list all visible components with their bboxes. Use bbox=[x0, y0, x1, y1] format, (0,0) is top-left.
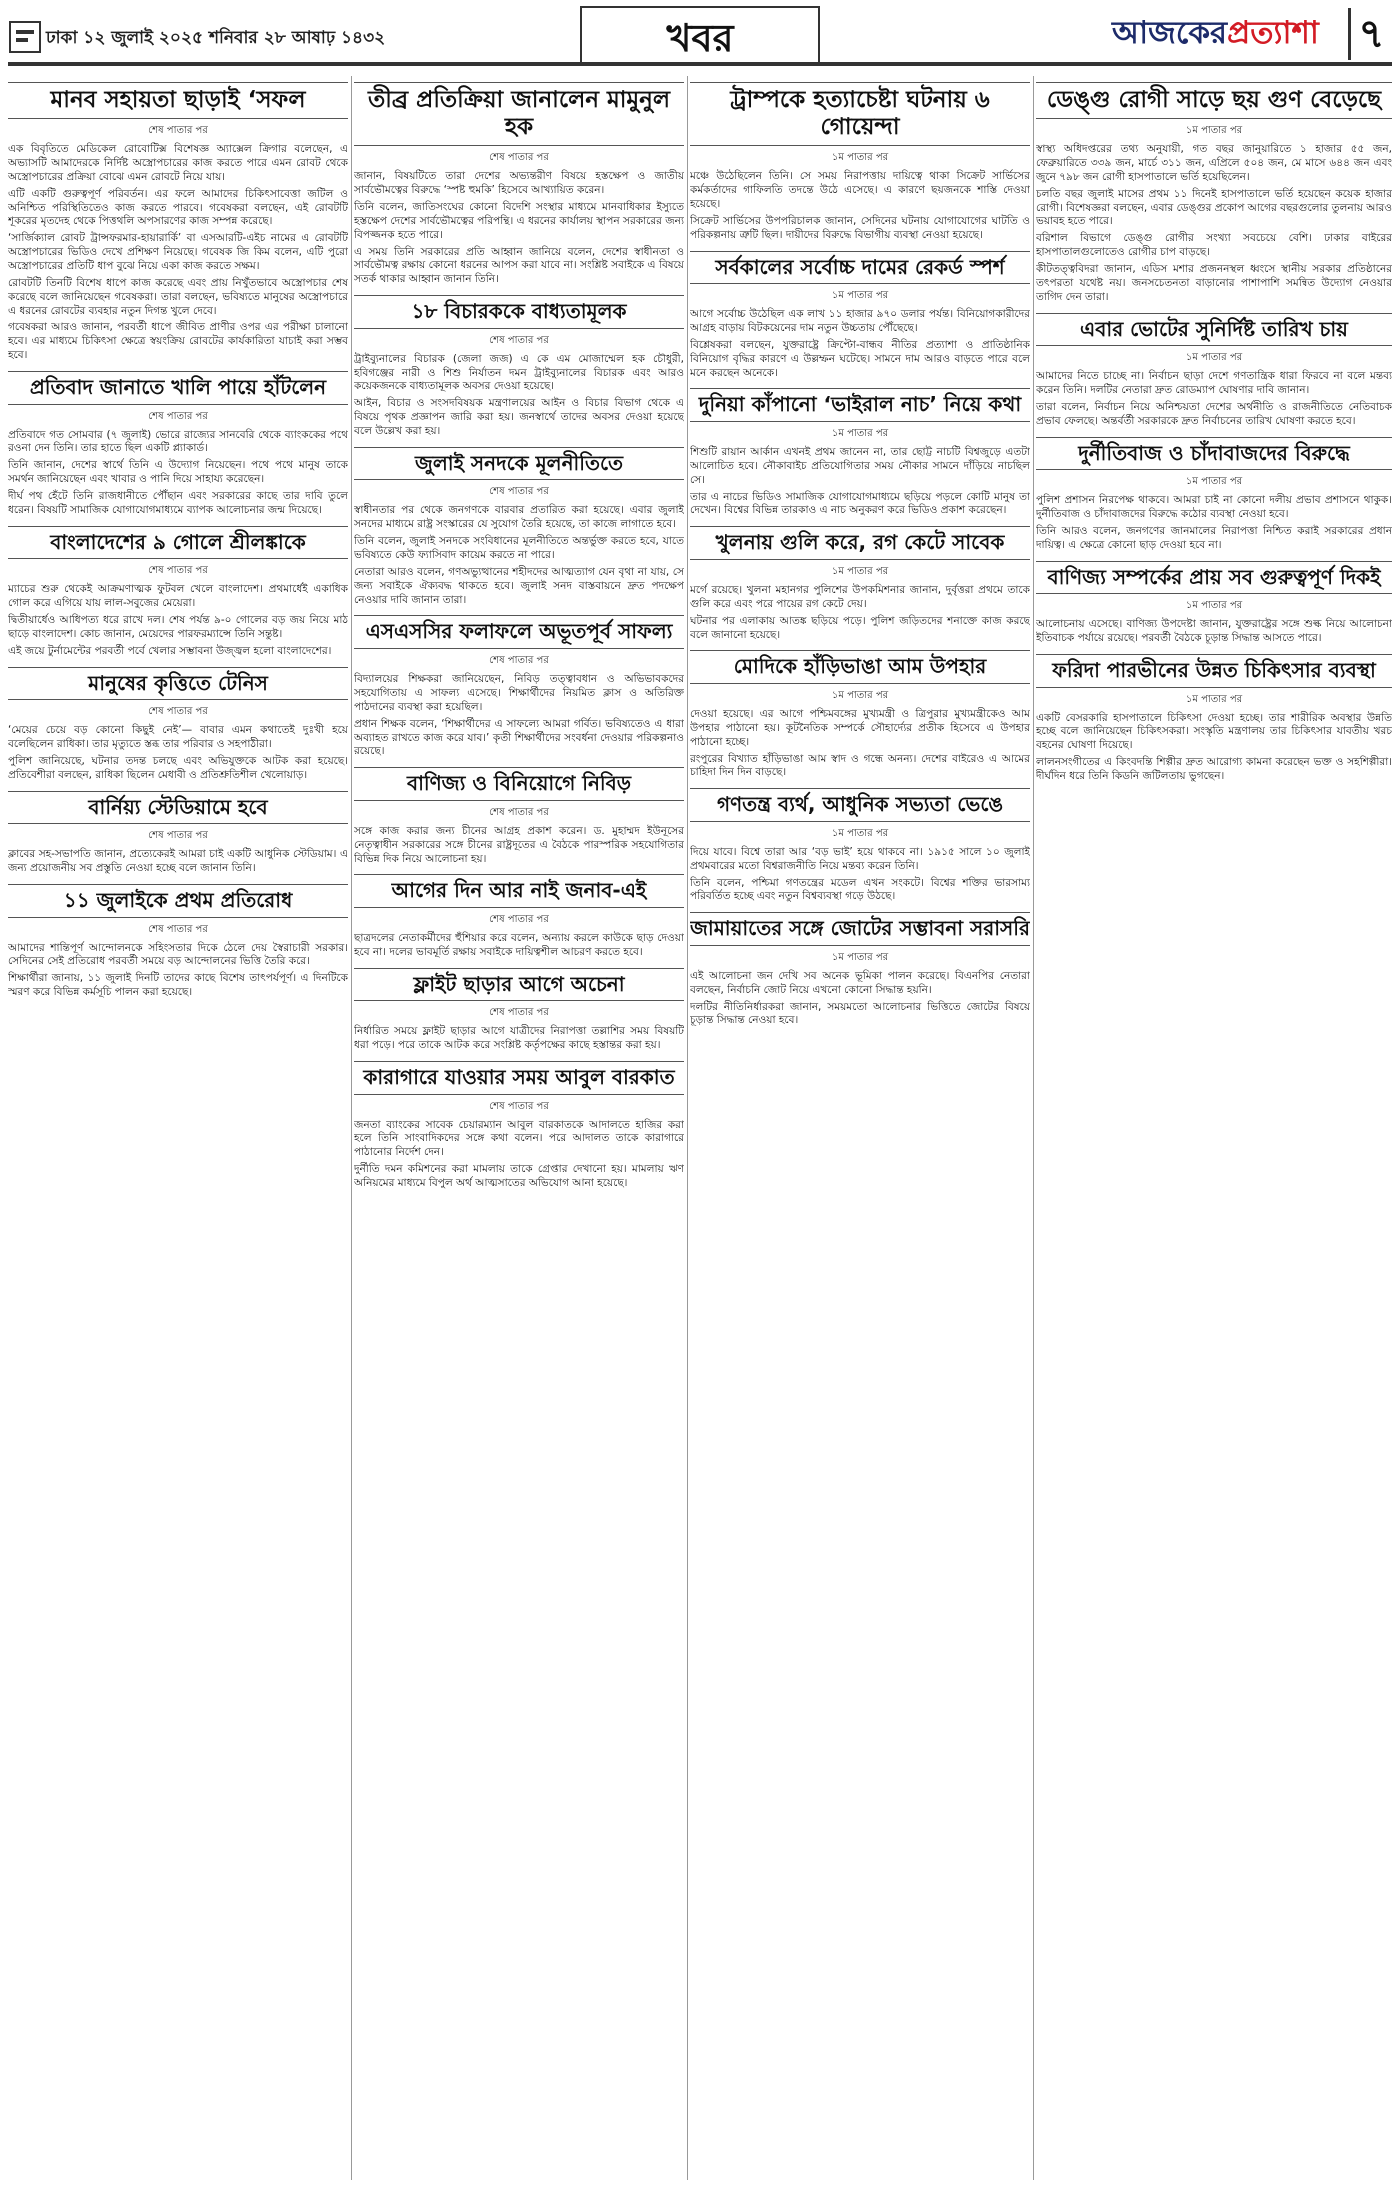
article-paragraph: গবেষকরা আরও জানান, পরবর্তী ধাপে জীবিত প্রাণীর ওপর এর পরীক্ষা চালানো হবে। এর মাধ্যমে চিকিৎসা ক্ষেত্রে স্বয়ংক্রিয় রোবটের কার্যকারিতা যাচাই করা সম্ভব হবে। bbox=[8, 321, 348, 362]
article-headline: কারাগারে যাওয়ার সময় আবুল বারকাত bbox=[354, 1061, 684, 1095]
continued-label: ১ম পাতার পর bbox=[831, 951, 889, 963]
article-paragraph: পুলিশ প্রশাসন নিরপেক্ষ থাকবে। আমরা চাই না কোনো দলীয় প্রভাব প্রশাসনে থাকুক। দুর্নীতিবাজ ও চাঁদাবাজদের বিরুদ্ধে কঠোর ব্যবস্থা নেওয়া হবে। bbox=[1036, 494, 1392, 521]
article-paragraph: ‘সার্জিক্যাল রোবট ট্রান্সফরমার-হায়ারার্কি’ বা এসআরটি-এইচ নামের এ রোবটটি অস্ত্রোপচারের ভিডিও দেখে প্রশিক্ষণ নিয়েছে। গবেষক জি কিম বলেন, এটি পুরো অস্ত্রোপচারের প্রতিটি ধাপ বুঝে নিয়ে একা কাজ করতে সক্ষম। bbox=[8, 232, 348, 272]
continued-label: ১ম পাতার পর bbox=[831, 565, 889, 577]
article bbox=[1036, 82, 1392, 305]
article-paragraph: আমাদের শান্তিপূর্ণ আন্দোলনকে সহিংসতার দিকে ঠেলে দেয় স্বৈরাচারী সরকার। সেদিনের সেই প্রতিরোধ পরবর্তী সময়ে বড় আন্দোলনের ভিত্তি তৈরি করে। bbox=[8, 941, 348, 968]
article-paragraph: আইন, বিচার ও সংসদবিষয়ক মন্ত্রণালয়ের আইন ও বিচার বিভাগ থেকে এ বিষয়ে পৃথক প্রজ্ঞাপন জারি করা হয়। জনস্বার্থে তাদের অবসর দেওয়া হয়েছে বলে উল্লেখ করা হয়। bbox=[354, 397, 684, 438]
article-headline: দুর্নীতিবাজ ও চাঁদাবাজদের বিরুদ্ধে bbox=[1036, 437, 1392, 471]
article-paragraph: জানান, বিষয়টিতে তারা দেশের অভ্যন্তরীণ বিষয়ে হস্তক্ষেপ ও জাতীয় সার্বভৌমত্বের বিরুদ্ধে ‘স্পষ্ট হুমকি’ হিসেবে আখ্যায়িত করেন। bbox=[354, 170, 684, 197]
article bbox=[354, 767, 684, 866]
article-paragraph: এ সময় তিনি সরকারের প্রতি আহ্বান জানিয়ে বলেন, দেশের স্বাধীনতা ও সার্বভৌমত্ব রক্ষায় কোনো ধরনের আপস করা যাবে না। সংশ্লিষ্ট সবাইকে এ বিষয়ে সতর্ক থাকার আহ্বান জানান তিনি। bbox=[354, 245, 684, 286]
article-headline: মানব সহায়তা ছাড়াই ‘সফল bbox=[8, 82, 348, 119]
article-paragraph: ‘মেয়ের চেয়ে বড় কোনো কিছুই নেই’— বাবার এমন কথাতেই দুঃখী হয়ে বলেছিলেন রাধিকা। তার মৃত্যুতে স্তব্ধ তার পরিবার ও সহপাঠীরা। bbox=[8, 724, 348, 751]
article-headline: এবার ভোটের সুনির্দিষ্ট তারিখ চায় bbox=[1036, 313, 1392, 347]
article-paragraph: প্রতিবাদে গত সোমবার (৭ জুলাই) ভোরে রাজ্যের সানবেরি থেকে ব্যাংককের পথে রওনা দেন তিনি। তার হাতে ছিল একটি প্ল্যাকার্ড। bbox=[8, 428, 348, 455]
article-paragraph: দুর্নীতি দমন কমিশনের করা মামলায় তাকে গ্রেপ্তার দেখানো হয়। মামলায় ঋণ অনিয়মের মাধ্যমে বিপুল অর্থ আত্মসাতের অভিযোগ আনা হয়েছে। bbox=[354, 1163, 684, 1190]
continued-label: শেষ পাতার পর bbox=[148, 706, 208, 718]
article-paragraph: তারা বলেন, নির্বাচন নিয়ে অনিশ্চয়তা দেশের অর্থনীতি ও রাজনীতিতে নেতিবাচক প্রভাব ফেলছে। অন্তর্বর্তী সরকারকে দ্রুত নির্বাচনের তারিখ ঘোষণা করতে হবে। bbox=[1036, 400, 1392, 427]
page-number: ৭ bbox=[1348, 8, 1392, 60]
article-paragraph: বিদ্যালয়ের শিক্ষকরা জানিয়েছেন, নিবিড় তত্ত্বাবধান ও অভিভাবকদের সহযোগিতায় এ সাফল্য এসেছে। শিক্ষার্থীদের নিয়মিত ক্লাস ও অতিরিক্ত পাঠদানের ব্যবস্থা করা হয়েছিল। bbox=[354, 673, 684, 713]
article bbox=[1036, 654, 1392, 784]
article-paragraph: তিনি আরও বলেন, জনগণের জানমালের নিরাপত্তা নিশ্চিত করাই সরকারের প্রধান দায়িত্ব। এ ক্ষেত্রে কোনো ছাড় দেওয়া হবে না। bbox=[1036, 524, 1392, 551]
logo-accent-text: প্রত্যাশা bbox=[1227, 15, 1319, 51]
article-paragraph: মঞ্চে উঠেছিলেন তিনি। সে সময় নিরাপত্তায় দায়িত্বে থাকা সিক্রেট সার্ভিসের কর্মকর্তাদের গাফিলতি তদন্তে উঠে এসেছে। এ কারণে ছয়জনকে শাস্তি দেওয়া হয়েছে। bbox=[690, 170, 1030, 210]
article bbox=[690, 251, 1030, 381]
article-headline: প্রতিবাদ জানাতে খালি পায়ে হাঁটলেন bbox=[8, 371, 348, 405]
article-headline: দুনিয়া কাঁপানো ‘ভাইরাল নাচ’ নিয়ে কথা bbox=[690, 388, 1030, 422]
article-paragraph: তিনি বলেন, জাতিসংঘের কোনো বিদেশি সংস্থার মাধ্যমে মানবাধিকার ইস্যুতে হস্তক্ষেপ দেশের সার্বভৌমত্বের পরিপন্থি। এ ধরনের কার্যালয় স্থাপন সরকারের জন্য বিপজ্জনক হতে পারে। bbox=[354, 200, 684, 241]
article-headline: বাণিজ্য ও বিনিয়োগে নিবিড় bbox=[354, 767, 684, 801]
article-paragraph: সঙ্গে কাজ করার জন্য চীনের আগ্রহ প্রকাশ করেন। ড. মুহাম্মদ ইউনূসের নেতৃত্বাধীন সরকারের সঙ্গে চীনের রাষ্ট্রদূতের এ বৈঠকে পারস্পরিক সহযোগিতার বিভিন্ন দিক নিয়ে আলোচনা হয়। bbox=[354, 824, 684, 865]
article-paragraph: শিক্ষার্থীরা জানায়, ১১ জুলাই দিনটি তাদের কাছে বিশেষ তাৎপর্যপূর্ণ। এ দিনটিকে স্মরণ করে বিভিন্ন কর্মসূচি পালন করা হয়েছে। bbox=[8, 972, 348, 999]
continued-label: ১ম পাতার পর bbox=[831, 152, 889, 164]
article-paragraph: তার এ নাচের ভিডিও সামাজিক যোগাযোগমাধ্যমে ছড়িয়ে পড়লে কোটি মানুষ তা দেখেন। বিশ্বের বিভিন্ন তারকাও এ নাচ অনুকরণ করে ভিডিও প্রকাশ করেছেন। bbox=[690, 490, 1030, 517]
continued-label: শেষ পাতার পর bbox=[489, 152, 549, 164]
article bbox=[354, 1061, 684, 1191]
dateline: ঢাকা ১২ জুলাই ২০২৫ শনিবার ২৮ আষাঢ় ১৪৩২ bbox=[46, 28, 386, 48]
article-headline: আগের দিন আর নাই জনাব-এই bbox=[354, 874, 684, 908]
article-paragraph: তিনি জানান, দেশের স্বার্থে তিনি এ উদ্যোগ নিয়েছেন। পথে পথে মানুষ তাকে সমর্থন জানিয়েছেন এবং খাবার ও পানি দিয়ে সাহায্য করেছেন। bbox=[8, 459, 348, 486]
article-paragraph: ট্রাইব্যুনালের বিচারক (জেলা জজ) এ কে এম মোজাম্মেল হক চৌধুরী, হবিগঞ্জের নারী ও শিশু নির্যাতন দমন ট্রাইব্যুনালের বিচারক এবং আরও কয়েকজনকে বাধ্যতামূলক অবসর দেওয়া হয়েছে। bbox=[354, 352, 684, 393]
column-divider bbox=[351, 76, 352, 2180]
article-paragraph: ঘটনার পর এলাকায় আতঙ্ক ছড়িয়ে পড়ে। পুলিশ জড়িতদের শনাক্তে কাজ করছে বলে জানানো হয়েছে। bbox=[690, 614, 1030, 641]
logo-main-text: আজকের bbox=[1112, 15, 1228, 51]
masthead bbox=[0, 0, 1400, 74]
article bbox=[354, 968, 684, 1053]
article bbox=[1036, 561, 1392, 646]
article-paragraph: আমাদের নিতে চাচ্ছে না। নির্বাচন ছাড়া দেশে গণতান্ত্রিক ধারা ফিরবে না বলে মন্তব্য করেন তিনি। দলটির নেতারা দ্রুত রোডম্যাপ ঘোষণার দাবি জানান। bbox=[1036, 370, 1392, 397]
article-paragraph: শিশুটি রায়ান আর্কান এখনই প্রথম জানেন না, তার ছোট্ট নাচটি বিশ্বজুড়ে এতটা আলোচিত হবে। নৌকাবাইচ প্রতিযোগিতার সময় নৌকার সামনে দাঁড়িয়ে নাচছিল সে। bbox=[690, 446, 1030, 486]
article bbox=[690, 788, 1030, 904]
article bbox=[354, 82, 684, 287]
column-4 bbox=[1036, 76, 1392, 2180]
article-paragraph: প্রধান শিক্ষক বলেন, ‘শিক্ষার্থীদের এ সাফল্যে আমরা গর্বিত। ভবিষ্যতেও এ ধারা অব্যাহত রাখতে কাজ করে যাব।’ কৃতী শিক্ষার্থীদের সংবর্ধনা দেওয়ার পরিকল্পনাও রয়েছে। bbox=[354, 717, 684, 758]
column-1 bbox=[8, 76, 348, 2180]
continued-label: শেষ পাতার পর bbox=[148, 830, 208, 842]
continued-label: শেষ পাতার পর bbox=[148, 565, 208, 577]
continued-label: ১ম পাতার পর bbox=[831, 827, 889, 839]
article bbox=[354, 615, 684, 759]
article-paragraph: এটি একটি গুরুত্বপূর্ণ পরিবর্তন। এর ফলে আমাদের চিকিৎসাবেত্তা জটিল ও অনিশ্চিত পরিস্থিতিতেও কাজ করতে পারবে। গবেষকরা বলছেন, এই রোবটটি শূকরের মৃতদেহ থেকে পিত্তথলি অপসারণের কাজ সম্পন্ন করেছে। bbox=[8, 187, 348, 228]
continued-label: ১ম পাতার পর bbox=[1185, 352, 1243, 364]
article-paragraph: স্বাস্থ্য অধিদপ্তরের তথ্য অনুযায়ী, গত বছর জানুয়ারিতে ১ হাজার ৫৫ জন, ফেব্রুয়ারিতে ৩৩৯ জন, মার্চে ৩১১ জন, এপ্রিলে ৫০৪ জন, মে মাসে ৬৪৪ জন এবং জুনে ৭৯৮ জন রোগী হাসপাতালে ভর্তি হয়েছিলেন। bbox=[1036, 143, 1392, 183]
article-headline: গণতন্ত্র ব্যর্থ, আধুনিক সভ্যতা ভেঙে bbox=[690, 788, 1030, 822]
article-headline: বাণিজ্য সম্পর্কের প্রায় সব গুরুত্বপূর্ণ দিকই bbox=[1036, 561, 1392, 595]
article-paragraph: দলটির নীতিনির্ধারকরা জানান, সময়মতো আলোচনার ভিত্তিতে জোটের বিষয়ে চূড়ান্ত সিদ্ধান্ত নেওয়া হবে। bbox=[690, 1000, 1030, 1027]
article-headline: সর্বকালের সর্বোচ্চ দামের রেকর্ড স্পর্শ bbox=[690, 251, 1030, 285]
article bbox=[8, 526, 348, 659]
article-headline: ১১ জুলাইকে প্রথম প্রতিরোধ bbox=[8, 884, 348, 918]
article-paragraph: বিশ্লেষকরা বলছেন, যুক্তরাষ্ট্রে ক্রিপ্টো-বান্ধব নীতির প্রত্যাশা ও প্রাতিষ্ঠানিক বিনিয়োগ বৃদ্ধির কারণে এ উল্লম্ফন ঘটেছে। সামনে দাম আরও বাড়তে পারে বলে মনে করছেন অনেকে। bbox=[690, 338, 1030, 379]
article-headline: জামায়াতের সঙ্গে জোটের সম্ভাবনা সরাসরি bbox=[690, 912, 1030, 946]
article-paragraph: রোবটটি তিনটি বিশেষ ধাপে কাজ করেছে এবং প্রায় নিখুঁতভাবে অস্ত্রোপচার শেষ করেছে বলে জানিয়েছেন গবেষকরা। তারা বলছেন, ভবিষ্যতে মানুষের অস্ত্রোপচারে এ ধরনের রোবটের ব্যবহার নতুন দিগন্ত খুলে দেবে। bbox=[8, 276, 348, 317]
article-paragraph: পুলিশ জানিয়েছে, ঘটনার তদন্ত চলছে এবং অভিযুক্তকে আটক করা হয়েছে। প্রতিবেশীরা বলছেন, রাধিকা ছিলেন মেধাবী ও প্রতিশ্রুতিশীল খেলোয়াড়। bbox=[8, 754, 348, 781]
continued-label: শেষ পাতার পর bbox=[489, 806, 549, 818]
article-headline: বার্নিয়্য স্টেডিয়ামে হবে bbox=[8, 791, 348, 825]
section-title: খবর bbox=[580, 6, 820, 66]
article-paragraph: জনতা ব্যাংকের সাবেক চেয়ারম্যান আবুল বারকাতকে আদালতে হাজির করা হলে তিনি সাংবাদিকদের সঙ্গে কথা বলেন। পরে আদালত তাকে কারাগারে পাঠানোর নির্দেশ দেন। bbox=[354, 1118, 684, 1159]
article-paragraph: স্বাধীনতার পর থেকে জনগণকে বারবার প্রতারিত করা হয়েছে। এবার জুলাই সনদের মাধ্যমে রাষ্ট্র সংস্কারের যে সুযোগ তৈরি হয়েছে, তা কাজে লাগাতে হবে। bbox=[354, 504, 684, 531]
article-headline: বাংলাদেশের ৯ গোলে শ্রীলঙ্কাকে bbox=[8, 526, 348, 560]
article bbox=[8, 884, 348, 1000]
continued-label: শেষ পাতার পর bbox=[489, 486, 549, 498]
article-paragraph: তিনি বলেন, পশ্চিমা গণতন্ত্রের মডেল এখন সংকটে। বিশ্বের শক্তির ভারসাম্য পরিবর্তিত হচ্ছে এবং নতুন বিশ্বব্যবস্থা গড়ে উঠছে। bbox=[690, 876, 1030, 903]
article-paragraph: বরিশাল বিভাগে ডেঙ্গু রোগীর সংখ্যা সবচেয়ে বেশি। ঢাকার বাইরের হাসপাতালগুলোতেও রোগীর চাপ বাড়ছে। bbox=[1036, 232, 1392, 259]
article-paragraph: লালনসংগীতের এ কিংবদন্তি শিল্পীর দ্রুত আরোগ্য কামনা করেছেন ভক্ত ও সহশিল্পীরা। দীর্ঘদিন ধরে তিনি কিডনি জটিলতায় ভুগছেন। bbox=[1036, 756, 1392, 782]
article-headline: ট্রাম্পকে হত্যাচেষ্টা ঘটনায় ৬ গোয়েন্দা bbox=[690, 82, 1030, 146]
article-paragraph: একটি বেসরকারি হাসপাতালে চিকিৎসা দেওয়া হচ্ছে। তার শারীরিক অবস্থার উন্নতি হচ্ছে বলে জানিয়েছেন চিকিৎসকরা। সংস্কৃতি মন্ত্রণালয় তার চিকিৎসার যাবতীয় খরচ বহনের ঘোষণা দিয়েছে। bbox=[1036, 711, 1392, 752]
article bbox=[8, 667, 348, 783]
article-headline: তীব্র প্রতিক্রিয়া জানালেন মামুনুল হক bbox=[354, 82, 684, 146]
article-paragraph: ছাত্রদলের নেতাকর্মীদের হুঁশিয়ার করে বলেন, অন্যায় করলে কাউকে ছাড় দেওয়া হবে না। দলের ভাবমূর্তি রক্ষায় সবাইকে দায়িত্বশীল আচরণ করতে হবে। bbox=[354, 932, 684, 958]
article-headline: খুলনায় গুলি করে, রগ কেটে সাবেক bbox=[690, 526, 1030, 560]
article-paragraph: দীর্ঘ পথ হেঁটে তিনি রাজধানীতে পৌঁছান এবং সরকারের কাছে তার দাবি তুলে ধরেন। বিষয়টি সামাজিক যোগাযোগমাধ্যমে ব্যাপক আলোচনার জন্ম দিয়েছে। bbox=[8, 490, 348, 516]
article-headline: মোদিকে হাঁড়িভাঙা আম উপহার bbox=[690, 650, 1030, 684]
article-paragraph: মর্গে রয়েছে। খুলনা মহানগর পুলিশের উপকমিশনার জানান, দুর্বৃত্তরা প্রথমে তাকে গুলি করে এবং পরে পায়ের রগ কেটে দেয়। bbox=[690, 583, 1030, 610]
continued-label: শেষ পাতার পর bbox=[489, 1100, 549, 1112]
article-paragraph: ক্লাবের সহ-সভাপতি জানান, প্রত্যেকেরই আমরা চাই একটি আধুনিক স্টেডিয়াম। এ জন্য প্রয়োজনীয় সব প্রস্তুতি নেওয়া হচ্ছে বলে জানান তিনি। bbox=[8, 848, 348, 875]
continued-label: শেষ পাতার পর bbox=[148, 923, 208, 935]
article-headline: ডেঙ্গু রোগী সাড়ে ছয় গুণ বেড়েছে bbox=[1036, 82, 1392, 119]
continued-label: শেষ পাতার পর bbox=[148, 410, 208, 422]
continued-label: ১ম পাতার পর bbox=[1185, 125, 1243, 137]
masthead-rule bbox=[8, 62, 1392, 66]
article-paragraph: এই জয়ে টুর্নামেন্টের পরবর্তী পর্বে খেলার সম্ভাবনা উজ্জ্বল হলো বাংলাদেশের। bbox=[8, 644, 332, 657]
article-paragraph: চলতি বছর জুলাই মাসের প্রথম ১১ দিনেই হাসপাতালে ভর্তি হয়েছেন কয়েক হাজার রোগী। বিশেষজ্ঞরা বলছেন, এবার ডেঙ্গুর প্রকোপ আগের বছরগুলোর তুলনায় আরও ভয়াবহ হতে পারে। bbox=[1036, 187, 1392, 228]
column-divider bbox=[687, 76, 688, 2180]
article bbox=[690, 912, 1030, 1028]
article-headline: ফ্লাইট ছাড়ার আগে অচেনা bbox=[354, 968, 684, 1002]
article bbox=[8, 371, 348, 518]
article-paragraph: দিয়ে যাবে। বিশ্বে তারা আর ‘বড় ভাই’ হয়ে থাকবে না। ১৯১৫ সালে ১০ জুলাই প্রথমবারের মতো বিশ্বরাজনীতি নিয়ে মন্তব্য করেন তিনি। bbox=[690, 845, 1030, 872]
article-paragraph: কীটতত্ত্ববিদরা জানান, এডিস মশার প্রজননস্থল ধ্বংসে স্থানীয় সরকার প্রতিষ্ঠানের তৎপরতা যথেষ্ট নয়। জনসচেতনতা বাড়ানোর পাশাপাশি সমন্বিত উদ্যোগ নেওয়ার তাগিদ দেন তারা। bbox=[1036, 263, 1392, 303]
continued-label: শেষ পাতার পর bbox=[489, 655, 549, 667]
article-paragraph: নির্ধারিত সময়ে ফ্লাইট ছাড়ার আগে যাত্রীদের নিরাপত্তা তল্লাশির সময় বিষয়টি ধরা পড়ে। পরে তাকে আটক করে সংশ্লিষ্ট কর্তৃপক্ষের কাছে হস্তান্তর করা হয়। bbox=[354, 1025, 684, 1052]
article-paragraph: আলোচনায় এসেছে। বাণিজ্য উপদেষ্টা জানান, যুক্তরাষ্ট্রের সঙ্গে শুল্ক নিয়ে আলোচনা ইতিবাচক পর্যায়ে রয়েছে। পরবর্তী বৈঠকে চূড়ান্ত সিদ্ধান্ত আসতে পারে। bbox=[1036, 618, 1392, 645]
continued-label: শেষ পাতার পর bbox=[489, 914, 549, 925]
continued-label: ১ম পাতার পর bbox=[1185, 693, 1243, 705]
article bbox=[690, 82, 1030, 243]
article-paragraph: দ্বিতীয়ার্ধেও আধিপত্য ধরে রাখে দল। শেষ পর্যন্ত ৯-০ গোলের বড় জয় নিয়ে মাঠ ছাড়ে বাংলাদেশ। কোচ জানান, মেয়েদের পারফরম্যান্সে তিনি সন্তুষ্ট। bbox=[8, 614, 348, 640]
article-paragraph: আগে সর্বোচ্চ উঠেছিল এক লাখ ১১ হাজার ৯৭০ ডলার পর্যন্ত। বিনিয়োগকারীদের আগ্রহ বাড়ায় বিটকয়েনের দাম নতুন উচ্চতায় পৌঁছেছে। bbox=[690, 308, 1030, 334]
continued-label: শেষ পাতার পর bbox=[148, 125, 208, 137]
article-headline: ফরিদা পারভীনের উন্নত চিকিৎসার ব্যবস্থা bbox=[1036, 654, 1392, 688]
article-headline: ১৮ বিচারককে বাধ্যতামূলক bbox=[354, 295, 684, 329]
article bbox=[1036, 437, 1392, 553]
article-paragraph: সিক্রেট সার্ভিসের উপপরিচালক জানান, সেদিনের ঘটনায় যোগাযোগের ঘাটতি ও পরিকল্পনায় ত্রুটি ছিল। দায়ীদের বিরুদ্ধে বিভাগীয় ব্যবস্থা নেওয়া হয়েছে। bbox=[690, 214, 1030, 241]
section-marker-icon bbox=[8, 20, 42, 54]
continued-label: ১ম পাতার পর bbox=[1185, 476, 1243, 488]
continued-label: ১ম পাতার পর bbox=[1185, 600, 1243, 612]
article-headline: এসএসসির ফলাফলে অভূতপূর্ব সাফল্য bbox=[354, 615, 684, 649]
continued-label: ১ম পাতার পর bbox=[831, 290, 889, 302]
article-paragraph: তিনি বলেন, জুলাই সনদকে সংবিধানের মূলনীতিতে অন্তর্ভুক্ত করতে হবে, যাতে ভবিষ্যতে কেউ ফ্যাসিবাদ কায়েম করতে না পারে। bbox=[354, 535, 684, 562]
article bbox=[8, 82, 348, 363]
column-2 bbox=[354, 76, 684, 2180]
column-divider bbox=[1033, 76, 1034, 2180]
column-3 bbox=[690, 76, 1030, 2180]
continued-label: ১ম পাতার পর bbox=[831, 689, 889, 701]
newspaper-logo bbox=[1112, 8, 1344, 58]
continued-label: ১ম পাতার পর bbox=[831, 428, 889, 440]
article bbox=[1036, 313, 1392, 429]
article bbox=[354, 874, 684, 959]
article bbox=[354, 447, 684, 608]
article bbox=[8, 791, 348, 876]
article-paragraph: দেওয়া হয়েছে। এর আগে পশ্চিমবঙ্গের মুখ্যমন্ত্রী ও ত্রিপুরার মুখ্যমন্ত্রীকেও আম উপহার পাঠানো হয়। কূটনৈতিক সম্পর্কে সৌহার্দ্যের প্রতীক হিসেবে এ উপহার পাঠানো হচ্ছে। bbox=[690, 707, 1030, 748]
article bbox=[690, 650, 1030, 780]
continued-label: শেষ পাতার পর bbox=[489, 334, 549, 346]
article-paragraph: রংপুরের বিখ্যাত হাঁড়িভাঙা আম স্বাদ ও গন্ধে অনন্য। দেশের বাইরেও এ আমের চাহিদা দিন দিন বাড়ছে। bbox=[690, 752, 1030, 779]
article-headline: মানুষের কৃত্তিতে টেনিস bbox=[8, 667, 348, 701]
article-paragraph: এই আলোচনা জন দেখি সব অনেক ভূমিকা পালন করেছে। বিএনপির নেতারা বলছেন, নির্বাচনি জোট নিয়ে এখনো কোনো সিদ্ধান্ত হয়নি। bbox=[690, 969, 1030, 996]
continued-label: শেষ পাতার পর bbox=[489, 1007, 549, 1019]
article bbox=[690, 526, 1030, 642]
article bbox=[690, 388, 1030, 518]
article-paragraph: ম্যাচের শুরু থেকেই আক্রমণাত্মক ফুটবল খেলে বাংলাদেশ। প্রথমার্ধেই একাধিক গোল করে এগিয়ে যায় লাল-সবুজের মেয়েরা। bbox=[8, 583, 348, 610]
article bbox=[354, 295, 684, 439]
article-headline: জুলাই সনদকে মূলনীতিতে bbox=[354, 447, 684, 481]
article-paragraph: এক বিবৃতিতে মেডিকেল রোবোটিক্স বিশেষজ্ঞ অ্যাক্সেল ক্রিগার বলেছেন, এ অভ্যাসটি আমাদেরকে নির্দিষ্ট অস্ত্রোপচারের কাজ করতে পারে এমন রোবট থেকে অস্ত্রোপচারের প্রক্রিয়া বোঝে এমন রোবটে নিয়ে যায়। bbox=[8, 143, 348, 183]
article-paragraph: নেতারা আরও বলেন, গণঅভ্যুত্থানের শহীদদের আত্মত্যাগ যেন বৃথা না যায়, সে জন্য সবাইকে ঐক্যবদ্ধ থাকতে হবে। জুলাই সনদ বাস্তবায়নে দ্রুত পদক্ষেপ নেওয়ার দাবি জানান তারা। bbox=[354, 565, 684, 606]
